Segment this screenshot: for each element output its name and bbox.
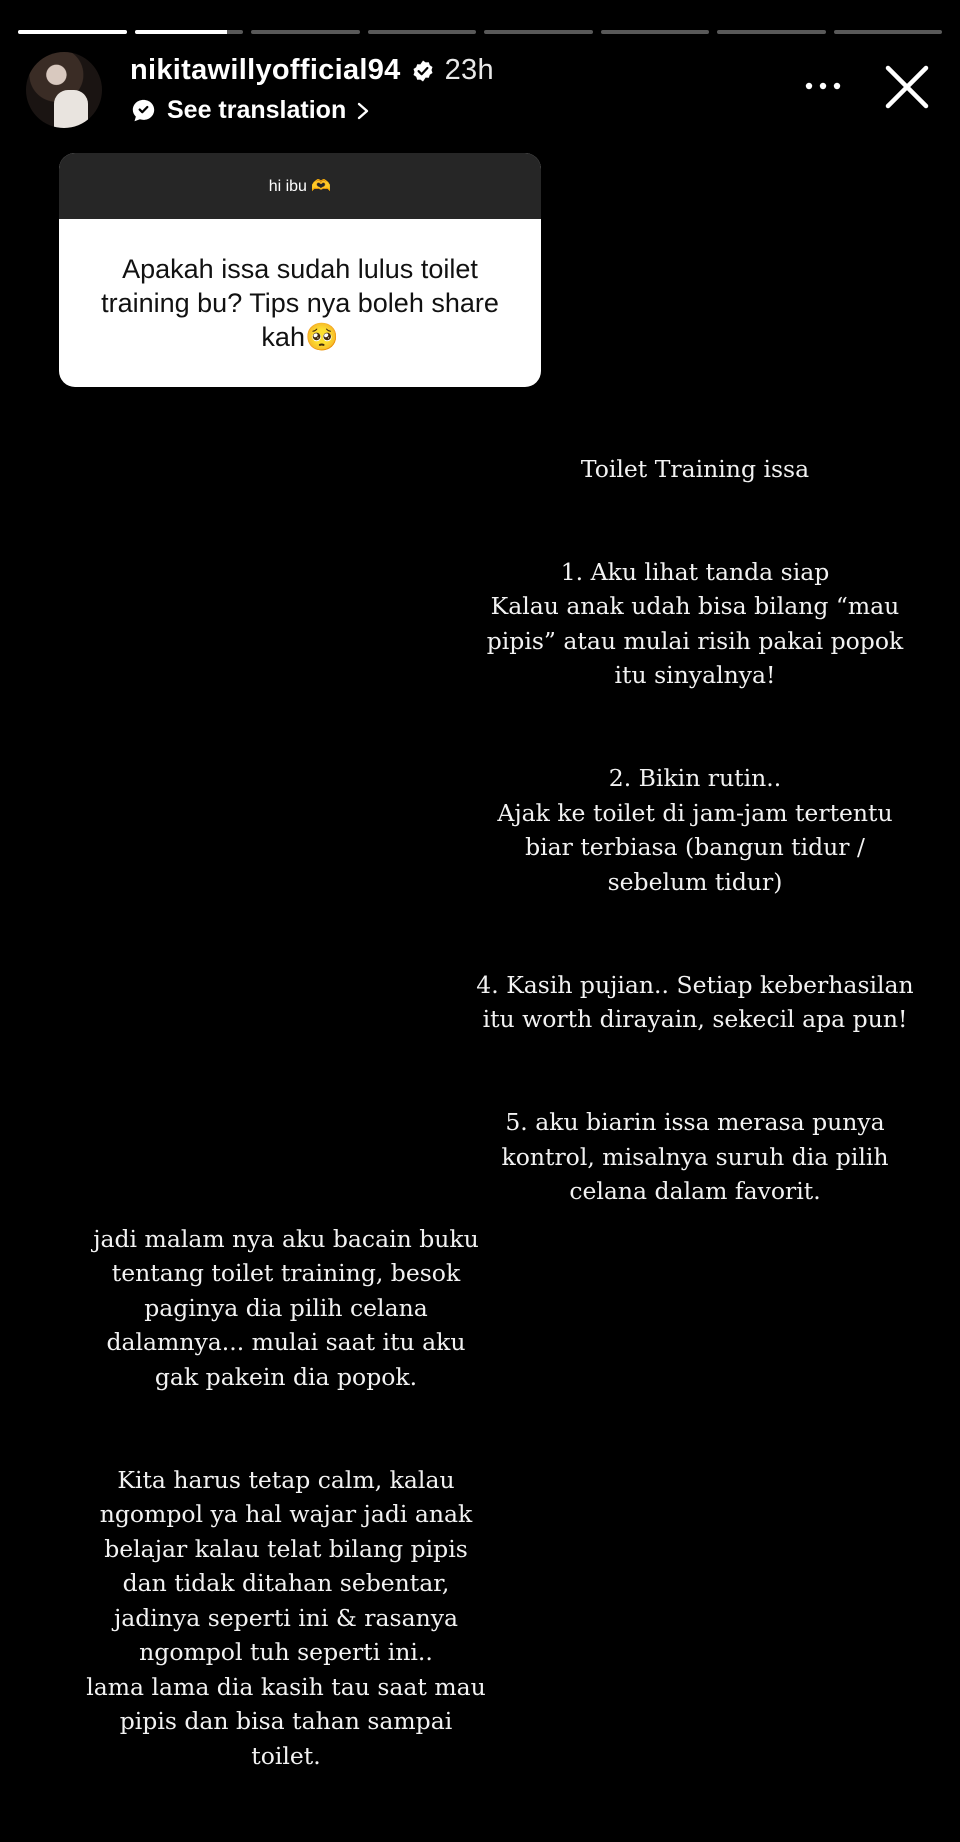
- story-header: [26, 52, 936, 132]
- progress-segment: [601, 30, 710, 34]
- story-paragraph: jadi malam nya aku bacain buku tentang toilet training, besok paginya dia pilih celana dalamnya... mulai saat itu aku gak pakein dia popok.: [93, 1224, 479, 1391]
- tip-item: 4. Kasih pujian.. Setiap keberhasilan itu worth dirayain, sekecil apa pun!: [476, 970, 914, 1033]
- progress-segment: [834, 30, 943, 34]
- close-icon: [883, 63, 931, 111]
- progress-segment: [717, 30, 826, 34]
- story-progress-bar: [18, 30, 942, 34]
- verified-badge-icon: [411, 59, 435, 83]
- more-options-button[interactable]: [800, 66, 846, 106]
- username-row: [130, 54, 494, 87]
- more-dots-icon: [803, 81, 843, 91]
- question-sticker[interactable]: [59, 153, 541, 387]
- username[interactable]: nikitawillyofficial94: [130, 54, 401, 86]
- progress-segment: [368, 30, 477, 34]
- tips-title: Toilet Training issa: [580, 454, 810, 483]
- see-translation-button[interactable]: [130, 96, 370, 125]
- story-text-block: [82, 1187, 490, 1842]
- tips-text-block: [472, 417, 918, 1277]
- story-paragraph: Kita harus tetap calm, kalau ngompol ya hal wajar jadi anak belajar kalau telat bilang pipis dan tidak ditahan sebentar, jadinya seperti ini & rasanya ngompol tuh seperti ini.. lama lama dia kasih tau saat mau pipis dan bisa tahan sampai toilet.: [86, 1465, 486, 1770]
- progress-segment: [135, 30, 244, 34]
- tip-item: 1. Aku lihat tanda siap Kalau anak udah bisa bilang “mau pipis” atau mulai risih pakai popok itu sinyalnya!: [486, 557, 904, 689]
- chevron-right-icon: [356, 102, 370, 120]
- post-time: 23h: [444, 54, 494, 86]
- question-text: Apakah issa sudah lulus toilet training bu? Tips nya boleh share kah🥺: [101, 254, 499, 352]
- progress-segment: [18, 30, 127, 34]
- tip-item: 5. aku biarin issa merasa punya kontrol, misalnya suruh dia pilih celana dalam favorit.: [501, 1108, 889, 1205]
- progress-segment: [251, 30, 360, 34]
- avatar[interactable]: [26, 52, 102, 128]
- question-sticker-header: hi ibu 🫶: [59, 153, 541, 219]
- see-translation-label: See translation: [167, 96, 347, 124]
- close-button[interactable]: [878, 58, 936, 116]
- tip-item: 2. Bikin rutin.. Ajak ke toilet di jam-jam tertentu biar terbiasa (bangun tidur / sebelum tidur): [497, 764, 893, 896]
- progress-segment: [484, 30, 593, 34]
- speech-bubble-icon: [130, 97, 157, 124]
